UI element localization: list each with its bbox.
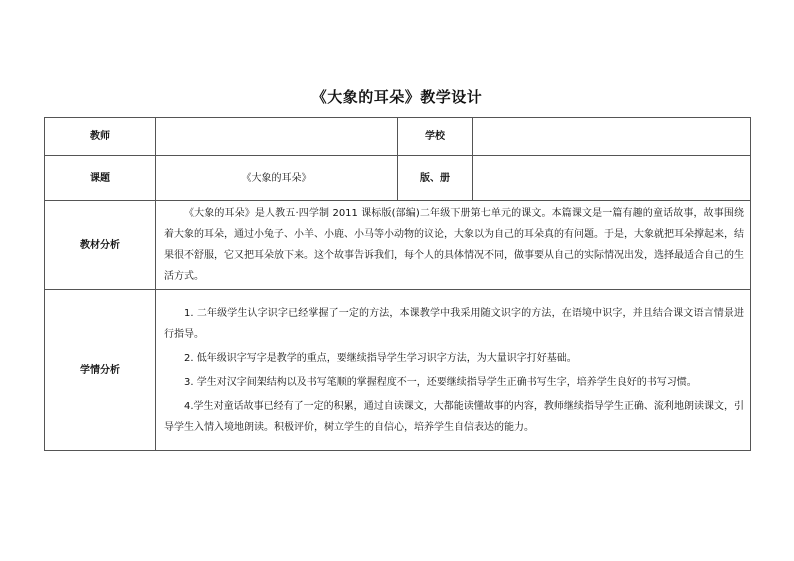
table-row-material [45, 201, 751, 290]
edition-value [473, 156, 751, 201]
learning-item-3: 3. 学生对汉字间架结构以及书写笔顺的掌握程度不一，还要继续指导学生正确书写生字，培养学生良好的书写习惯。 [184, 376, 697, 388]
learning-analysis-label: 学情分析 [45, 290, 156, 451]
topic-value: 《大象的耳朵》 [156, 156, 398, 201]
teacher-value [156, 118, 398, 156]
material-analysis-label: 教材分析 [45, 201, 156, 290]
learning-item-1: 1. 二年级学生认字识字已经掌握了一定的方法，本课教学中我采用随文识字的方法，在语境中识字，并且结合课文语言情景进行指导。 [164, 307, 744, 340]
table-row-learning [45, 290, 751, 451]
learning-item-2: 2. 低年级识字写字是教学的重点，要继续指导学生学习识字方法，为大量识字打好基础。 [184, 352, 577, 364]
learning-item-4: 4.学生对童话故事已经有了一定的积累，通过自读课文，大都能读懂故事的内容，教师继续指导学生正确、流利地朗读课文，引导学生入情入境地朗读。积极评价，树立学生的自信心，培养学生自信表达的能力。 [164, 400, 744, 433]
table-row-teacher [45, 118, 751, 156]
topic-label: 课题 [45, 156, 156, 201]
teacher-label: 教师 [45, 118, 156, 156]
document-title: 《大象的耳朵》教学设计 [311, 88, 483, 106]
teaching-design-table [44, 117, 751, 451]
material-analysis-cell [156, 201, 751, 290]
table-row-topic [45, 156, 751, 201]
edition-label: 版、册 [398, 156, 473, 201]
learning-analysis-cell [156, 290, 751, 451]
school-value [473, 118, 751, 156]
material-analysis-text: 《大象的耳朵》是人教五·四学制 2011 课标版(部编)二年级下册第七单元的课文。本篇课文是一篇有趣的童话故事，故事围绕着大象的耳朵，通过小兔子、小羊、小鹿、小马等小动物的议论，大象以为自己的耳朵真的有问题。于是，大象就把耳朵撑起来，结果很不舒服，它又把耳朵放下来。这个故事告诉我们，每个人的具体情况不同，做事要从自己的实际情况出发，选择最适合自己的生活方式。 [164, 208, 744, 282]
school-label: 学校 [398, 118, 473, 156]
